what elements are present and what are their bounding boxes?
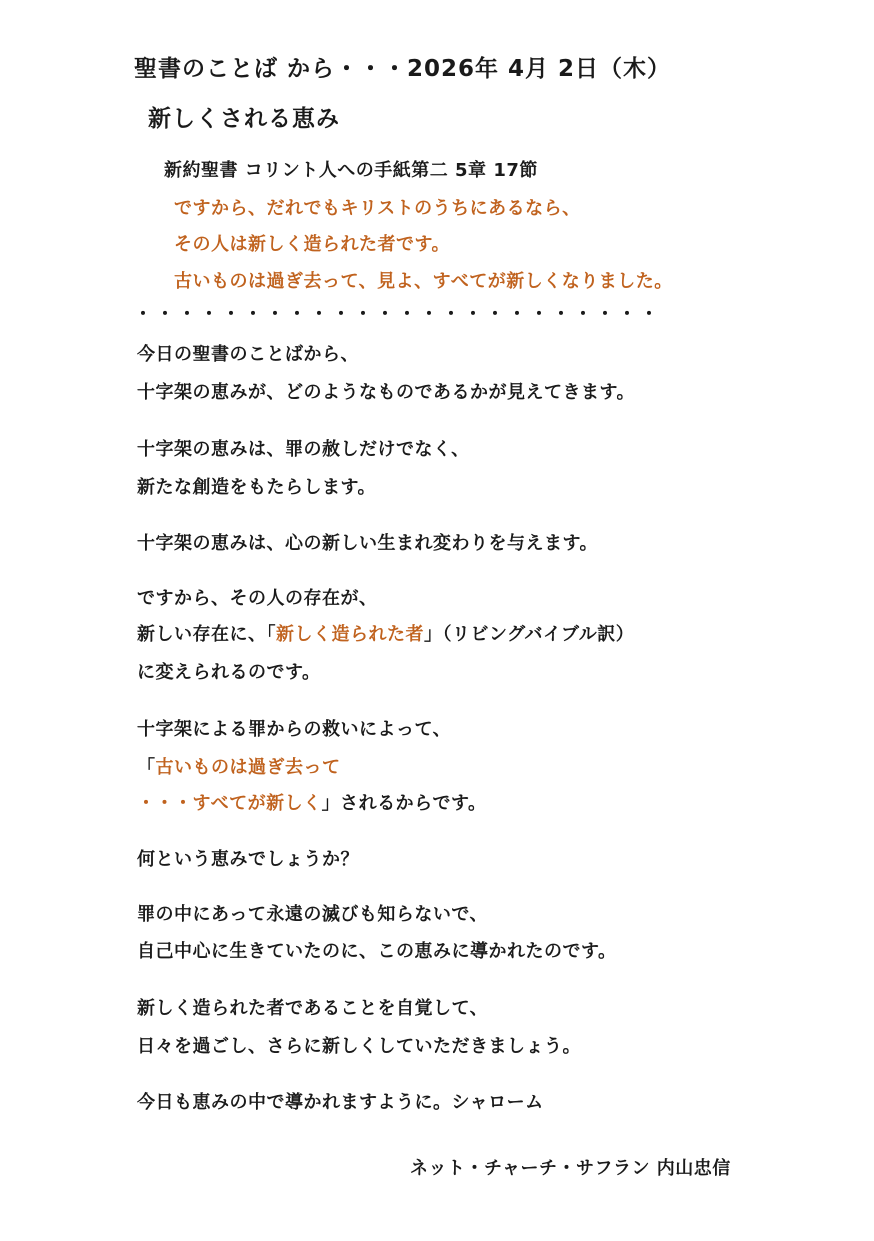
body-line: 自己中心に生きていたのに、この恵みに導かれたのです。	[137, 941, 617, 962]
body-line: 十字架の恵みが、どのようなものであるかが見えてきます。	[137, 382, 636, 403]
body-line: 十字架による罪からの救いによって、	[137, 719, 452, 740]
body-text: 」（リビングバイブル訳）	[424, 624, 635, 645]
body-line: 十字架の恵みは、罪の赦しだけでなく、	[137, 439, 470, 460]
body-line-with-quote	[137, 795, 487, 813]
signature: ネット・チャーチ・サフラン 内山忠信	[410, 1158, 731, 1179]
body-line: に変えられるのです。	[137, 662, 321, 683]
scripture-reference: 新約聖書 コリント人への手紙第二 5章 17節	[164, 160, 538, 181]
body-line-with-quote	[137, 626, 634, 644]
highlighted-quote: 新しく造られた者	[276, 624, 424, 645]
body-line: ですから、その人の存在が、	[137, 588, 378, 609]
body-line: 何という恵みでしょうか？	[137, 849, 359, 870]
dotted-divider: ・・・・・・・・・・・・・・・・・・・・・・・・	[134, 304, 662, 325]
body-line: 罪の中にあって永遠の滅びも知らないで、	[137, 904, 488, 925]
highlighted-quote: ・・・すべてが新しく	[137, 793, 322, 814]
body-text: 新しい存在に、「	[137, 624, 276, 645]
body-text: 「	[137, 757, 156, 778]
body-line: 今日の聖書のことばから、	[137, 344, 359, 365]
body-text: 」されるからです。	[321, 793, 487, 814]
verse-line-2: その人は新しく造られた者です。	[174, 234, 451, 255]
highlighted-quote: 古いものは過ぎ去って	[155, 757, 341, 778]
body-line: 日々を過ごし、さらに新しくしていただきましょう。	[137, 1036, 581, 1057]
verse-line-1: ですから、だれでもキリストのうちにあるなら、	[174, 198, 581, 219]
page-subtitle: 新しくされる恵み	[148, 106, 340, 132]
body-line: 十字架の恵みは、心の新しい生まれ変わりを与えます。	[137, 533, 599, 554]
body-line: 新たな創造をもたらします。	[137, 477, 377, 498]
page-title: 聖書のことば から・・・2026年 4月 2日（木）	[134, 56, 672, 82]
body-line: 新しく造られた者であることを自覚して、	[137, 998, 489, 1019]
body-line-with-quote	[137, 759, 341, 777]
verse-line-3: 古いものは過ぎ去って、見よ、すべてが新しくなりました。	[174, 271, 673, 292]
body-line: 今日も恵みの中で導かれますように。シャローム	[137, 1092, 544, 1113]
